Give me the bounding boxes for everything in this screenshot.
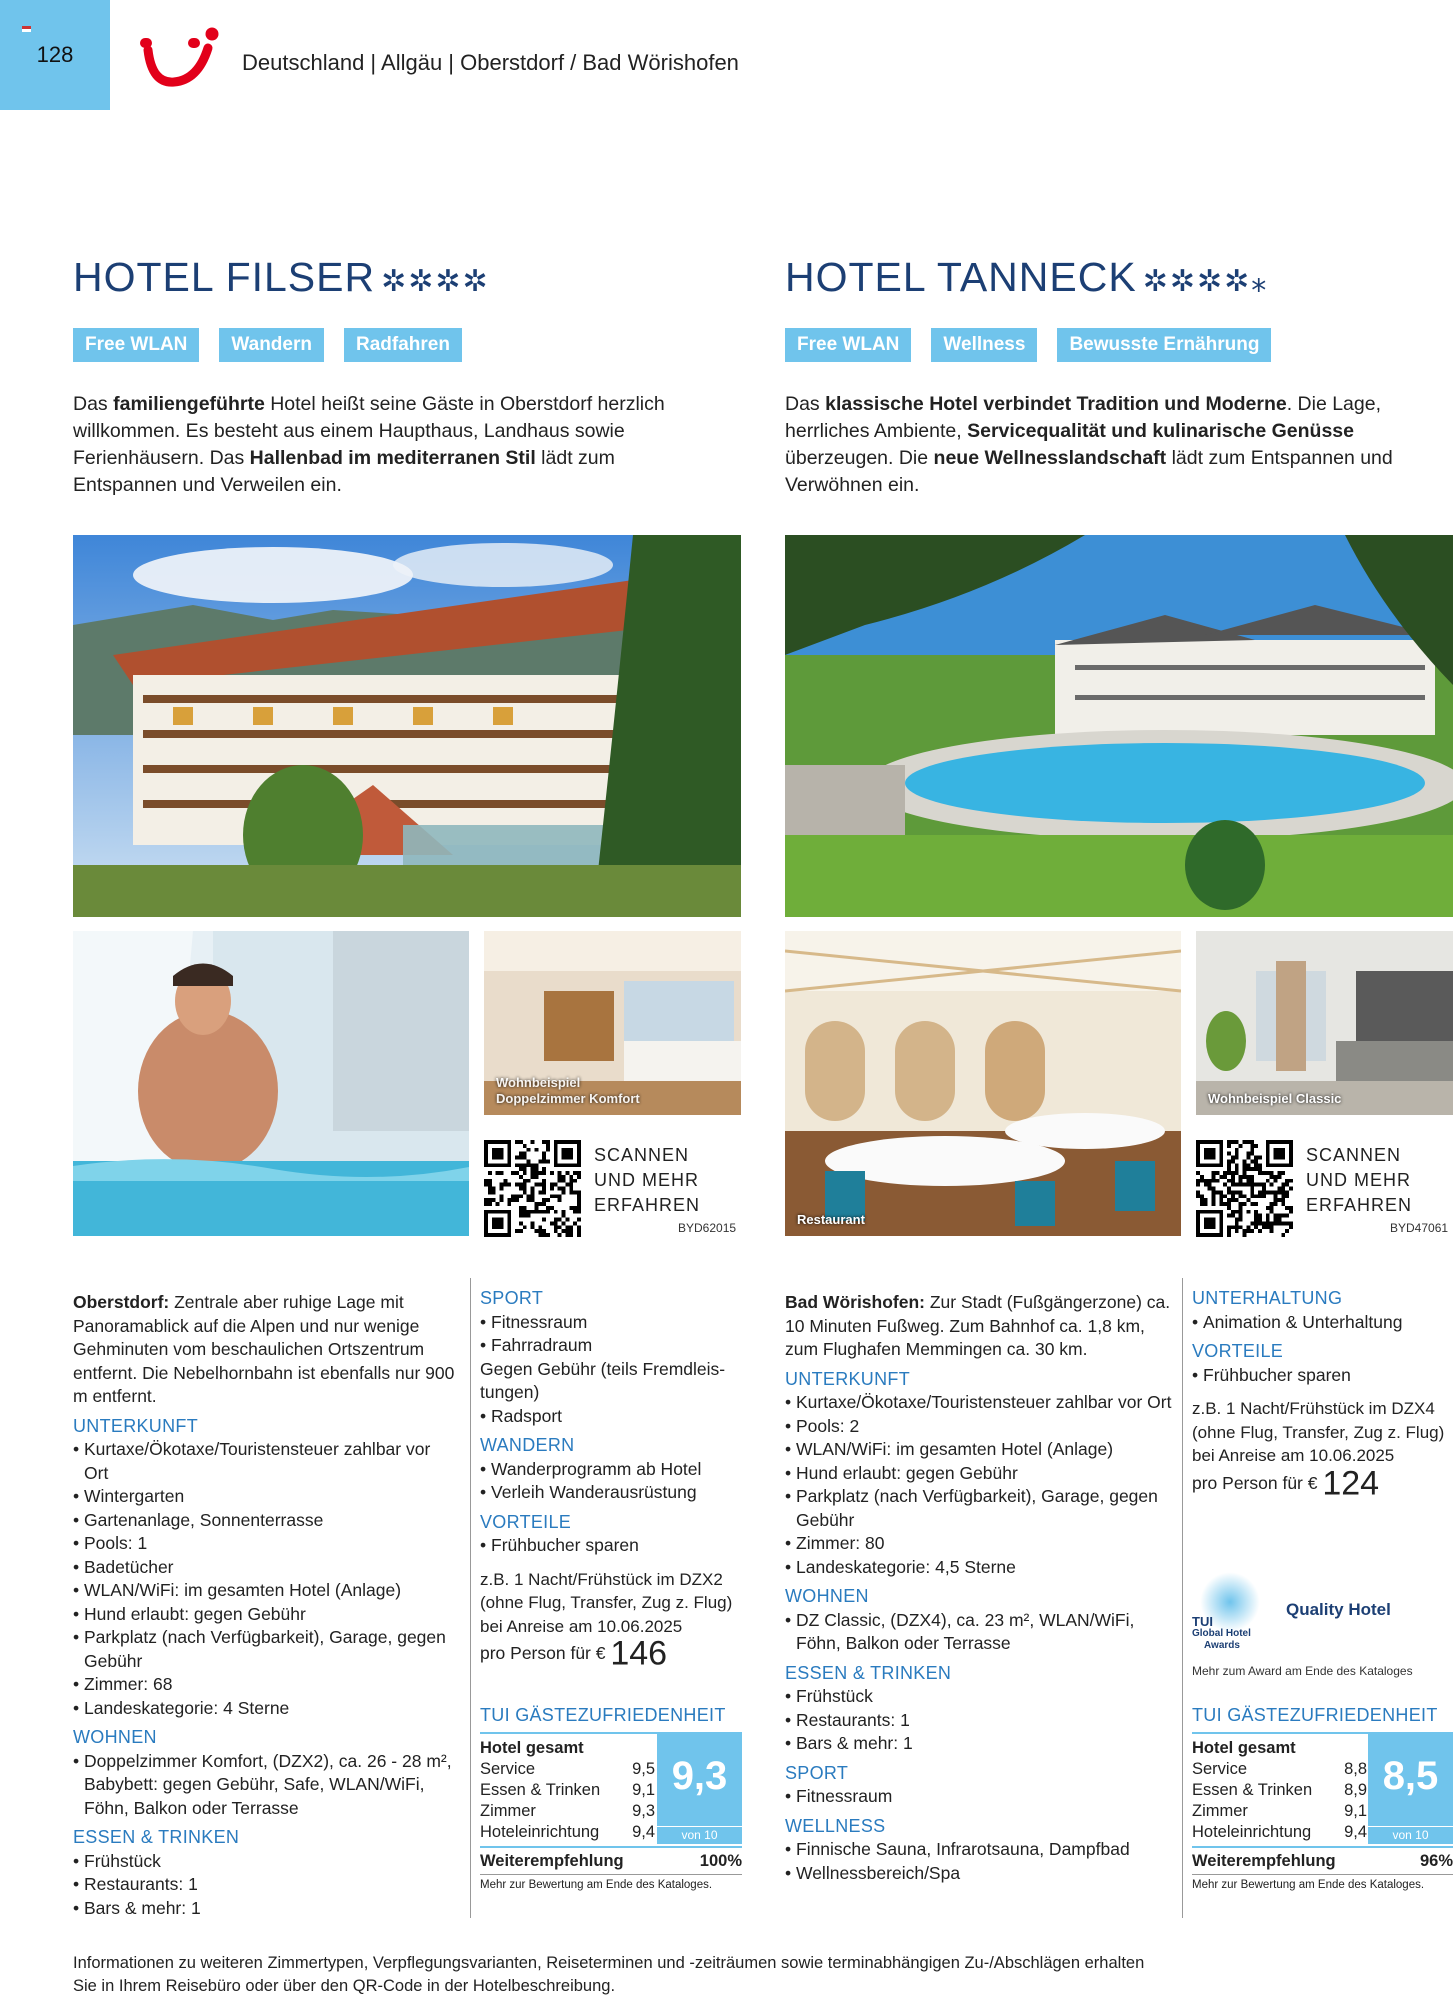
star-rating: ✲✲✲✲⁎: [1142, 265, 1269, 298]
flag-icon: [22, 26, 31, 32]
overall-score-badge: [1368, 1734, 1453, 1844]
list-item: • Fitnessraum: [785, 1785, 1175, 1809]
list-item: • Restaurants: 1: [73, 1873, 456, 1897]
sport-note: Gegen Gebühr (teils Fremdleis-tungen): [480, 1358, 726, 1402]
rating-label: Hoteleinrichtung: [480, 1823, 600, 1841]
rating-note: Mehr zur Bewertung am Ende des Kataloges.: [480, 1879, 713, 1891]
detail-sections: [73, 1415, 456, 1921]
detail-sections: [480, 1434, 742, 1558]
rating-label: Zimmer: [1192, 1802, 1248, 1820]
list-item: • Landeskategorie: 4,5 Sterne: [785, 1556, 1175, 1580]
hotel-intro: [73, 391, 673, 499]
hotel-filser-extras: [480, 1287, 742, 1673]
location-label: Bad Wörishofen:: [785, 1292, 925, 1312]
section-title: UNTERKUNFT: [73, 1415, 198, 1436]
rating-row: [480, 1801, 655, 1822]
rating-row: [1192, 1780, 1367, 1801]
tag-free-wlan: Free WLAN: [73, 328, 199, 362]
intro-text: Das: [785, 393, 826, 415]
award-badge: [1192, 1572, 1272, 1652]
scan-line: UND MEHR: [1306, 1170, 1411, 1190]
rating-value: 9,1: [632, 1781, 655, 1799]
rating-label: Zimmer: [480, 1802, 536, 1820]
section-list: [480, 1311, 742, 1358]
section-list: [480, 1534, 742, 1558]
location-description: Zur Stadt (Fußgängerzone) ca. 10 Minuten Fußweg. Zum Bahnhof ca. 1,8 km, zum Flughafen Memmingen ca. 30 km.: [785, 1292, 1171, 1359]
list-item: • WLAN/WiFi: im gesamten Hotel (Anlage): [785, 1438, 1175, 1462]
rating-value: 9,4: [632, 1823, 655, 1841]
rating-label: Service: [480, 1760, 536, 1778]
section-list: [785, 1685, 1175, 1756]
hotel-filser-title: [73, 254, 490, 301]
award-title: Quality Hotel: [1286, 1600, 1391, 1619]
list-item: • Gartenanlage, Sonnenterrasse: [73, 1509, 456, 1533]
price-value: 146: [610, 1634, 668, 1673]
intro-highlight: Servicequalität und kulinarische Genüsse: [967, 420, 1354, 442]
rating-label: Hoteleinrichtung: [1192, 1823, 1312, 1841]
overall-score-badge: [657, 1734, 742, 1844]
award-block: [1192, 1572, 1453, 1678]
list-item: • Frühbucher sparen: [480, 1534, 742, 1558]
intro-highlight: neue Wellnesslandschaft: [933, 447, 1167, 469]
intro-highlight: familiengeführte: [113, 393, 265, 415]
list-item: • Frühbucher sparen: [1192, 1364, 1453, 1388]
list-item: • Wellnessbereich/Spa: [785, 1862, 1175, 1886]
hotel-filser-details: [73, 1291, 456, 1920]
scan-cta: [594, 1143, 700, 1218]
award-label: [1192, 1616, 1251, 1652]
list-item: • Parkplatz (nach Verfügbarkeit), Garage, gegen Gebühr: [785, 1485, 1175, 1532]
scan-line: ERFAHREN: [594, 1195, 701, 1215]
rating-row: [1192, 1759, 1367, 1780]
list-item: • Pools: 1: [73, 1532, 456, 1556]
award-note: Mehr zum Award am Ende des Kataloges: [1192, 1664, 1413, 1678]
list-item: • Wanderprogramm ab Hotel: [480, 1458, 742, 1482]
tui-logo: [140, 26, 220, 88]
section-title: VORTEILE: [1192, 1341, 1284, 1361]
section-title: SPORT: [480, 1288, 544, 1308]
section-title: VORTEILE: [480, 1511, 572, 1532]
tag-radfahren: Radfahren: [344, 328, 462, 362]
section-list: [1192, 1311, 1453, 1335]
qr-code[interactable]: [484, 1140, 581, 1237]
award-line: TUI: [1192, 1614, 1213, 1629]
hotel-tanneck-title: [785, 254, 1268, 301]
room-classic-photo: [1196, 931, 1453, 1115]
section-list: [785, 1391, 1175, 1579]
list-item: • Hund erlaubt: gegen Gebühr: [785, 1462, 1175, 1486]
hotel-tanneck-details: [785, 1291, 1175, 1885]
rating-row: [480, 1759, 655, 1780]
overall-score: 8,5: [1382, 1754, 1439, 1798]
list-item: • Frühstück: [73, 1850, 456, 1874]
price: [1192, 1464, 1453, 1503]
tag-wandern: Wandern: [219, 328, 324, 362]
rating-value: 8,8: [1344, 1760, 1367, 1778]
recommendation-value: 100%: [699, 1852, 742, 1870]
restaurant-photo: [785, 931, 1181, 1236]
tag-list: [785, 328, 1271, 362]
rating-label: Essen & Trinken: [480, 1781, 601, 1799]
section-list: [480, 1405, 742, 1429]
section-title: UNTERKUNFT: [785, 1368, 910, 1389]
list-item: • Kurtaxe/Ökotaxe/Touristensteuer zahlbar vor Ort: [785, 1391, 1175, 1415]
hotel-filser-exterior-photo: [73, 535, 741, 917]
list-item: • Zimmer: 80: [785, 1532, 1175, 1556]
rating-value: 9,4: [1344, 1823, 1367, 1841]
rating-box: [1192, 1732, 1453, 1842]
hotel-name: HOTEL TANNECK: [785, 254, 1137, 300]
intro-text: lädt zum Entspannen und Verwöhnen ein.: [785, 447, 1393, 496]
list-item: • Restaurants: 1: [785, 1709, 1175, 1733]
recommendation: [1192, 1846, 1453, 1875]
intro-highlight: klassische Hotel verbindet Tradition und Moderne: [825, 393, 1287, 415]
photo-caption: Wohnbeispiel Classic: [1208, 1091, 1342, 1106]
list-item: • Bars & mehr: 1: [73, 1897, 456, 1921]
intro-text: überzeugen. Die: [785, 447, 934, 469]
room-komfort-photo: [484, 931, 741, 1115]
section-title: SPORT: [785, 1762, 849, 1783]
location-text: [73, 1291, 456, 1409]
section-title: ESSEN & TRINKEN: [785, 1662, 952, 1683]
location-text: [785, 1291, 1175, 1362]
intro-text: . Die Lage, herrliches Ambiente,: [785, 393, 1382, 442]
photo-caption: Wohnbeispiel Doppelzimmer Komfort: [496, 1075, 640, 1106]
list-item: • Radsport: [480, 1405, 742, 1429]
list-item: • Badetücher: [73, 1556, 456, 1580]
list-item: • Verleih Wanderausrüstung: [480, 1481, 742, 1505]
offer-text: z.B. 1 Nacht/Frühstück im DZX2 (ohne Flug, Transfer, Zug z. Flug) bei Anreise am 10.06.2025: [480, 1569, 733, 1636]
scan-cta: [1306, 1143, 1412, 1218]
list-item: • Hund erlaubt: gegen Gebühr: [73, 1603, 456, 1627]
hotel-intro: [785, 391, 1405, 499]
rating-row: [1192, 1822, 1367, 1843]
list-item: • Landeskategorie: 4 Sterne: [73, 1697, 456, 1721]
list-item: • Wintergarten: [73, 1485, 456, 1509]
list-item: • Zimmer: 68: [73, 1673, 456, 1697]
recommendation-label: Weiterempfehlung: [1192, 1852, 1336, 1870]
section-list: [785, 1838, 1175, 1885]
footer-note: Informationen zu weiteren Zimmertypen, Verpflegungsvarianten, Reiseterminen und -zeiträumen sowie terminabhängigen Zu-/Abschlägen erhalten Sie in Ihrem Reisebüro oder über den QR-Code in der Hotelbeschreibung.: [73, 1954, 1145, 1995]
rating-label: Essen & Trinken: [1192, 1781, 1313, 1799]
list-item: • WLAN/WiFi: im gesamten Hotel (Anlage): [73, 1579, 456, 1603]
price: [480, 1634, 742, 1673]
section-list: [785, 1609, 1175, 1656]
list-item: • Finnische Sauna, Infrarotsauna, Dampfbad: [785, 1838, 1175, 1862]
section-list: [785, 1785, 1175, 1809]
score-scale: von 10: [657, 1826, 742, 1842]
intro-text: Hotel heißt seine Gäste in Oberstdorf herzlich willkommen. Es besteht aus einem Haupthaus, Landhaus sowie Ferienhäusern. Das: [73, 393, 665, 469]
booking-code: BYD47061: [1390, 1221, 1449, 1235]
hotel-tanneck-extras: [1192, 1287, 1453, 1503]
list-item: • Doppelzimmer Komfort, (DZX2), ca. 26 - 28 m², Babybett: gegen Gebühr, Safe, WLAN/WiFi, Föhn, Balkon oder Terrasse: [73, 1750, 456, 1821]
detail-sections: [1192, 1287, 1453, 1387]
guest-rating: [480, 1705, 742, 1891]
scan-line: SCANNEN: [594, 1145, 690, 1165]
section-list: [73, 1438, 456, 1720]
section-list: [73, 1750, 456, 1821]
scan-line: ERFAHREN: [1306, 1195, 1413, 1215]
booking-code: BYD62015: [678, 1221, 737, 1235]
list-item: • Fitnessraum: [480, 1311, 742, 1335]
rating-title: TUI GÄSTEZUFRIEDENHEIT: [1192, 1705, 1438, 1725]
page-number-box: [0, 0, 110, 110]
rating-value: 9,1: [1344, 1802, 1367, 1820]
detail-sections: [785, 1368, 1175, 1886]
pool-waterfall-photo: [73, 931, 469, 1236]
list-item: • Pools: 2: [785, 1415, 1175, 1439]
list-item: • Fahrradraum: [480, 1334, 742, 1358]
rating-value: 9,5: [632, 1760, 655, 1778]
tag-bewusste-ernaehrung: Bewusste Ernährung: [1057, 328, 1271, 362]
section-title: WOHNEN: [785, 1586, 869, 1606]
page-number: 128: [36, 42, 74, 67]
rating-label: Service: [1192, 1760, 1248, 1778]
rating-row: [480, 1780, 655, 1801]
section-title: WANDERN: [480, 1435, 575, 1455]
qr-code[interactable]: [1196, 1140, 1293, 1237]
tag-list: [73, 328, 462, 362]
breadcrumb: Deutschland | Allgäu | Oberstdorf / Bad Wörishofen: [242, 50, 739, 75]
scan-line: UND MEHR: [594, 1170, 699, 1190]
rating-box: [480, 1732, 742, 1842]
tag-wellness: Wellness: [931, 328, 1037, 362]
list-item: • DZ Classic, (DZX4), ca. 23 m², WLAN/WiFi, Föhn, Balkon oder Terrasse: [785, 1609, 1175, 1656]
price-prefix: pro Person für €: [480, 1643, 606, 1663]
rating-row: [1192, 1801, 1367, 1822]
rating-heading: Hotel gesamt: [1192, 1739, 1296, 1757]
list-item: • Frühstück: [785, 1685, 1175, 1709]
list-item: • Animation & Unterhaltung: [1192, 1311, 1453, 1335]
star-rating: ✲✲✲✲: [381, 265, 490, 298]
section-list: [1192, 1364, 1453, 1388]
rating-value: 9,3: [632, 1802, 655, 1820]
rating-heading: Hotel gesamt: [480, 1739, 584, 1757]
price-prefix: pro Person für €: [1192, 1472, 1318, 1493]
price-value: 124: [1322, 1464, 1380, 1503]
section-list: [73, 1850, 456, 1921]
rating-note: Mehr zur Bewertung am Ende des Kataloges.: [1192, 1879, 1425, 1891]
score-scale: von 10: [1368, 1826, 1453, 1842]
photo-caption: Restaurant: [797, 1212, 865, 1227]
section-list: [480, 1458, 742, 1505]
hotel-tanneck-pool-photo: [785, 535, 1453, 917]
rating-value: 8,9: [1344, 1781, 1367, 1799]
offer-text: z.B. 1 Nacht/Frühstück im DZX4 (ohne Flug, Transfer, Zug z. Flug) bei Anreise am 10.06.2025: [1192, 1399, 1445, 1465]
recommendation: [480, 1846, 742, 1875]
overall-score: 9,3: [671, 1754, 728, 1798]
intro-highlight: Hallenbad im mediterranen Stil: [249, 447, 536, 469]
list-item: • Parkplatz (nach Verfügbarkeit), Garage, gegen Gebühr: [73, 1626, 456, 1673]
column-divider: [470, 1278, 471, 1918]
intro-text: Das: [73, 393, 114, 415]
section-title: ESSEN & TRINKEN: [73, 1827, 240, 1847]
list-item: • Kurtaxe/Ökotaxe/Touristensteuer zahlbar vor Ort: [73, 1438, 456, 1485]
recommendation-label: Weiterempfehlung: [480, 1852, 624, 1870]
location-label: Oberstdorf:: [73, 1292, 170, 1312]
recommendation-value: 96%: [1419, 1852, 1453, 1870]
section-title: WOHNEN: [73, 1727, 157, 1747]
section-title: WELLNESS: [785, 1815, 886, 1836]
rating-row: [480, 1822, 655, 1843]
list-item: • Bars & mehr: 1: [785, 1732, 1175, 1756]
tag-free-wlan: Free WLAN: [785, 328, 911, 362]
column-divider: [1182, 1278, 1183, 1918]
section-title: UNTERHALTUNG: [1192, 1288, 1343, 1308]
intro-text: lädt zum Entspannen und Verweilen ein.: [73, 447, 615, 496]
award-line: Global Hotel: [1192, 1628, 1251, 1639]
hotel-name: HOTEL FILSER: [73, 254, 376, 300]
guest-rating: [1192, 1705, 1453, 1891]
location-description: Zentrale aber ruhige Lage mit Panoramablick auf die Alpen und nur wenige Gehminuten vom beschaulichen Ortszentrum entfernt. Die Nebelhornbahn ist ebenfalls nur 900 m entfernt.: [73, 1292, 455, 1406]
scan-line: SCANNEN: [1306, 1145, 1402, 1165]
rating-title: TUI GÄSTEZUFRIEDENHEIT: [480, 1705, 726, 1725]
award-line: Awards: [1204, 1640, 1240, 1651]
